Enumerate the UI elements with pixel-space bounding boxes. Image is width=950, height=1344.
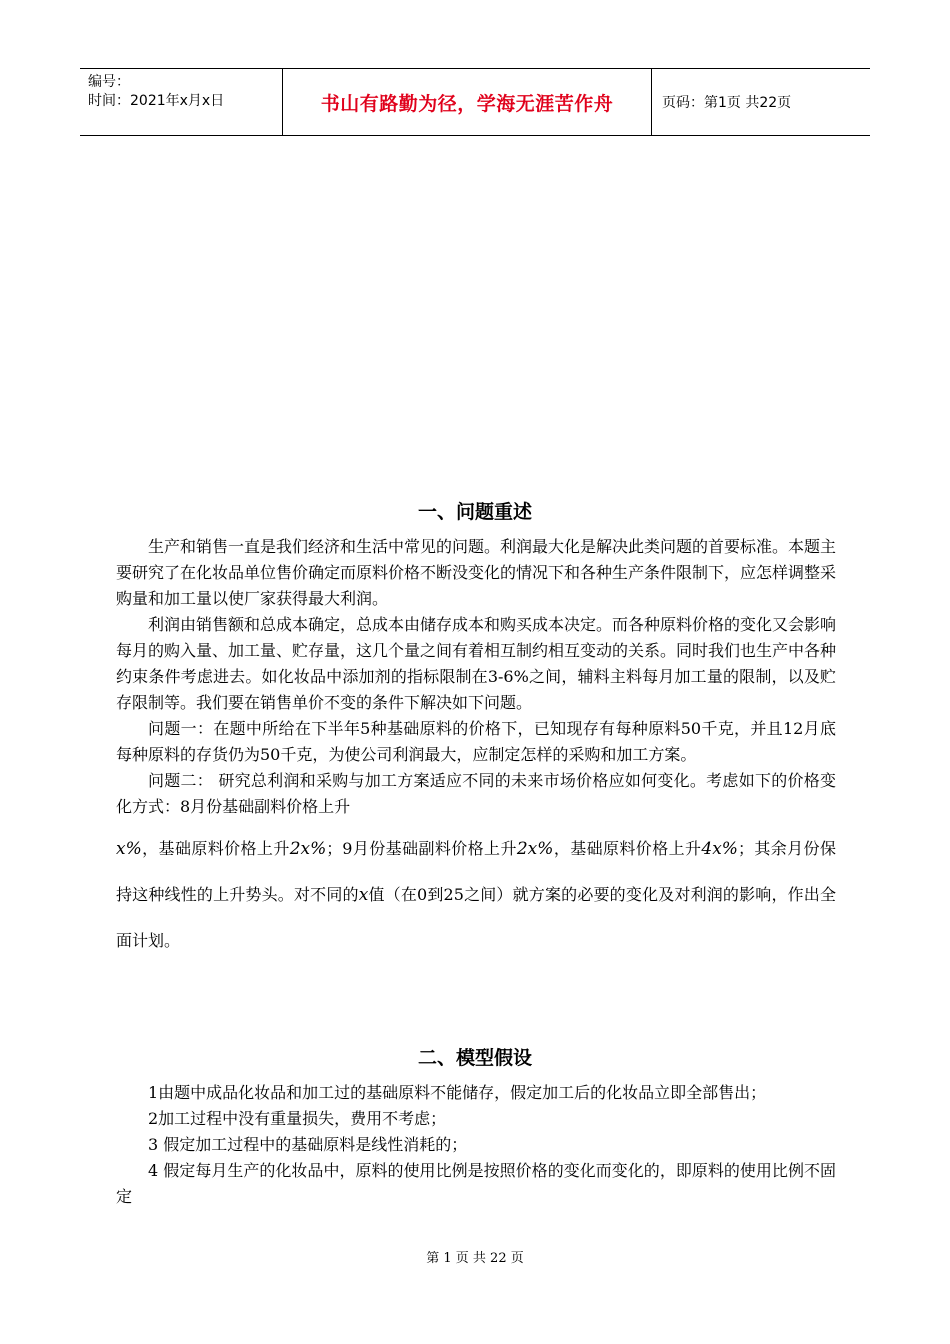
page-info: 页码：第1页 共22页 [662, 95, 792, 111]
time-label: 时间：2021年x月x日 [88, 93, 225, 109]
math-4x-percent: 4x% [701, 839, 738, 859]
math-x: x [358, 885, 369, 905]
math-2x-percent: 2x% [516, 839, 554, 859]
math-2x-percent: 2x% [289, 839, 327, 859]
paragraph: 问题一：在题中所给在下半年5种基础原料的价格下，已知现存有每种原料50千克，并且12月底每种原料的存货仍为50千克，为使公司利润最大，应制定怎样的采购和加工方案。 [116, 719, 836, 764]
section-title-1: 一、问题重述 [417, 501, 532, 523]
section-2-body [116, 1080, 836, 1210]
math-x-percent: x% [116, 839, 142, 859]
header-meta [80, 69, 282, 135]
section-title-2: 二、模型假设 [417, 1047, 532, 1069]
paragraph: 利润由销售额和总成本确定，总成本由储存成本和购买成本决定。而各种原料价格的变化又会影响每月的购入量、加工量、贮存量，这几个量之间有着相互制约相互变动的关系。同时我们也生产中各种约束条件考虑进去。如化妆品中添加剂的指标限制在3-6%之间，辅料主料每月加工量的限制，以及贮存限制等。我们要在销售单价不变的条件下解决如下问题。 [116, 615, 837, 712]
paragraph: 生产和销售一直是我们经济和生活中常见的问题。利润最大化是解决此类问题的首要标准。本题主要研究了在化妆品单位售价确定而原料价格不断没变化的情况下和各种生产条件限制下，应怎样调整采购量和加工量以使厂家获得最大利润。 [116, 537, 837, 608]
motto: 书山有路勤为径，学海无涯苦作舟 [320, 92, 614, 115]
assumption-item: 3 假定加工过程中的基础原料是线性消耗的； [148, 1135, 468, 1154]
header-page-info [652, 69, 870, 135]
header-motto-cell [282, 69, 652, 135]
section-1-body [116, 534, 836, 820]
assumption-item: 2加工过程中没有重量损失，费用不考虑； [148, 1109, 447, 1128]
paragraph: 问题二： 研究总利润和采购与加工方案适应不同的未来市场价格应如何变化。考虑如下的价格变化方式：8月份基础副料价格上升 [116, 771, 836, 816]
assumption-item: 4 假定每月生产的化妆品中，原料的使用比例是按照价格的变化而变化的，即原料的使用比例不固定 [116, 1161, 836, 1206]
question-2-continued: x%，基础原料价格上升2x%；9月份基础副料价格上升2x%，基础原料价格上升4x%；其余月份保持这种线性的上升势头。对不同的x值（在0到25之间）就方案的必要的变化及对利润的影响，作出全面计划。 [116, 839, 836, 950]
page-footer: 第 1 页 共 22 页 [426, 1251, 524, 1266]
document-header [80, 68, 870, 136]
number-label: 编号： [88, 74, 130, 90]
assumption-item: 1由题中成品化妆品和加工过的基础原料不能储存，假定加工后的化妆品立即全部售出； [148, 1083, 767, 1102]
